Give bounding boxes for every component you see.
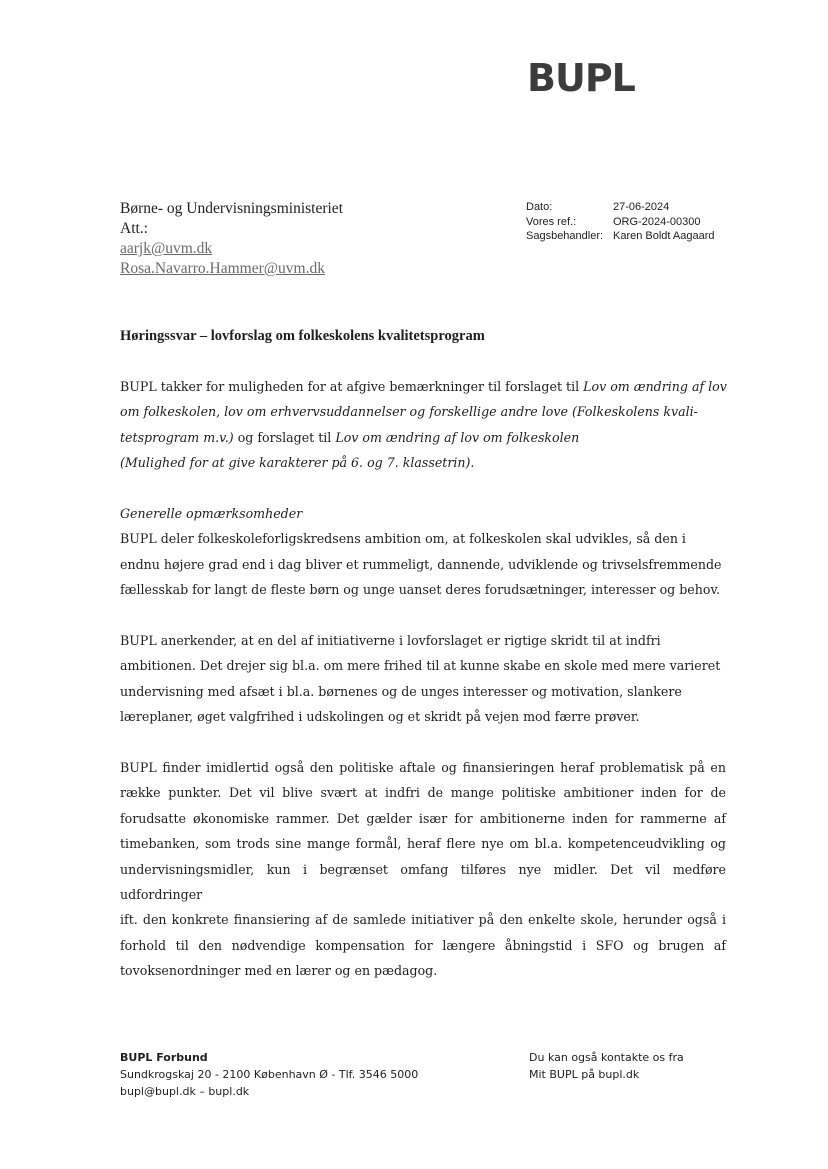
- footer-note-line: Mit BUPL på bupl.dk: [529, 1068, 640, 1081]
- paragraph-line: fællesskab for langt de fleste børn og unge uanset deres forudsætninger, interesser og behov.: [120, 582, 721, 598]
- paragraph-line: BUPL finder imidlertid også den politiske aftale og finansieringen heraf problematisk på en: [120, 760, 726, 775]
- recipient-name: Børne- og Undervisningsministeriet: [120, 200, 343, 217]
- footer-contact-line: bupl@bupl.dk – bupl.dk: [120, 1085, 250, 1098]
- paragraph-line: timebanken, som trods sine mange formål, heraf flere nye om bl.a. kompetenceudvikling og: [120, 836, 726, 852]
- law-title-italic: (Mulighed for at give karakterer på 6. og 7. klassetrin).: [120, 455, 475, 471]
- paragraph-line: BUPL anerkender, at en del af initiativerne i lovforslaget er rigtige skridt til at indfri: [120, 633, 661, 648]
- paragraph-line: undervisning med afsæt i bl.a. børnenes og de unges interesser og motivation, slankere: [120, 683, 682, 699]
- meta-ref-value: ORG-2024-00300: [613, 215, 701, 228]
- paragraph-line: ambitionen. Det drejer sig bl.a. om mere frihed til at kunne skabe en skole med mere varieret: [120, 658, 721, 674]
- text-run: BUPL takker for muligheden for at afgive bemærkninger til forslaget til: [120, 379, 584, 394]
- bupl-logo: BUPL: [527, 56, 635, 100]
- section-heading: Generelle opmærksomheder: [120, 506, 303, 521]
- paragraph-line: læreplaner, øget valgfrihed i udskolingen og et skridt på vejen mod færre prøver.: [120, 709, 640, 725]
- footer-contact-note: [529, 1049, 684, 1083]
- paragraph-line: undervisningsmidler, kun i begrænset omfang tilføres nye midler. Det vil medføre udfordringer: [120, 861, 726, 903]
- paragraph-line: BUPL deler folkeskoleforligskredsens ambition om, at folkeskolen skal udvikles, så den i: [120, 531, 686, 547]
- paragraph-line: ift. den konkrete finansiering af de samlede initiativer på den enkelte skole, herunder også i: [120, 912, 726, 928]
- meta-handler-label: Sagsbehandler:: [526, 230, 604, 242]
- paragraph-line: [120, 374, 726, 399]
- letter-subject: Høringssvar – lovforslag om folkeskolens kvalitetsprogram: [120, 328, 485, 344]
- law-title-italic: Lov om ændring af lov: [583, 379, 727, 394]
- paragraph-general: [120, 501, 726, 603]
- meta-date-value: 27-06-2024: [613, 201, 670, 213]
- meta-ref-row: [526, 215, 715, 230]
- recipient-email-link-2[interactable]: Rosa.Navarro.Hammer@uvm.dk: [120, 260, 325, 277]
- paragraph-line: række punkter. Det vil blive svært at indfri de mange politiske ambitioner inden for de: [120, 785, 726, 801]
- law-title-italic: tetsprogram m.v.): [120, 429, 234, 445]
- paragraph-acknowledges: [120, 628, 726, 730]
- recipient-email-link-1[interactable]: aarjk@uvm.dk: [120, 240, 213, 257]
- paragraph-line: forudsatte økonomiske rammer. Det gælder især for ambitionerne inden for rammerne af: [120, 810, 726, 826]
- paragraph-line: tovoksenordninger med en lærer og en pædagog.: [120, 963, 438, 979]
- paragraph-line: [120, 425, 726, 450]
- footer-note-line: Du kan også kontakte os fra: [529, 1051, 684, 1064]
- recipient-att: Att.:: [120, 220, 148, 237]
- meta-ref-label: Vores ref.:: [526, 215, 577, 228]
- law-title-italic: om folkeskolen, lov om erhvervsuddannelser og forskellige andre love (Folkeskolens kvali-: [120, 404, 698, 420]
- meta-date-row: [526, 200, 715, 215]
- footer-org-name: BUPL Forbund: [120, 1051, 208, 1064]
- meta-handler-row: [526, 229, 715, 244]
- paragraph-line: endnu højere grad end i dag bliver et rummeligt, dannende, udviklende og trivselsfremmende: [120, 556, 722, 572]
- footer-address-line: Sundkrogskaj 20 - 2100 København Ø - Tlf. 3546 5000: [120, 1068, 419, 1081]
- meta-handler-value: Karen Boldt Aagaard: [613, 230, 715, 242]
- paragraph-line: forhold til den nødvendige kompensation for længere åbningstid i SFO og brugen af: [120, 937, 726, 953]
- law-title-italic: Lov om ændring af lov om folkeskolen: [335, 429, 580, 445]
- paragraph-intro: [120, 374, 726, 476]
- letter-meta: [526, 200, 715, 244]
- paragraph-concerns: [120, 755, 726, 984]
- meta-date-label: Dato:: [526, 201, 553, 213]
- footer-address: [120, 1049, 418, 1100]
- recipient-block: [120, 199, 343, 279]
- text-run: og forslaget til: [233, 429, 336, 445]
